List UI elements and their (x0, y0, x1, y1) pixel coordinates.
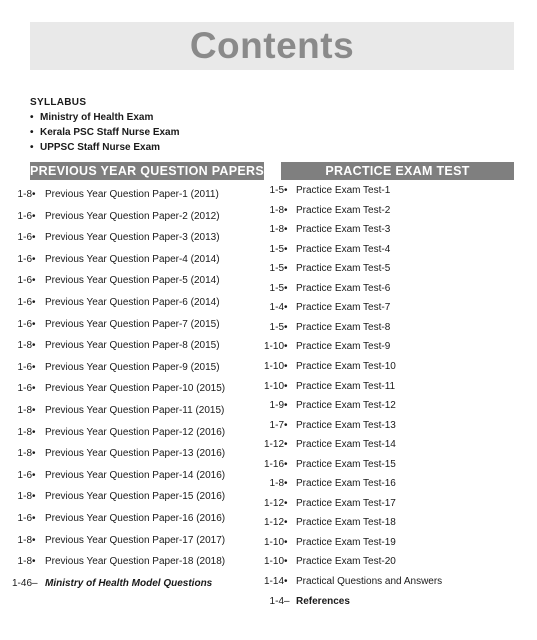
toc-entry-title: Practice Exam Test-7 (296, 302, 391, 314)
toc-entry-pages: 1-8 (17, 556, 32, 568)
toc-entry-title: Practical Questions and Answers (296, 576, 443, 587)
bullet: • (284, 263, 288, 275)
toc-entry-pages: 1-12 (263, 517, 284, 529)
toc-entry-pages: 1-6 (17, 469, 32, 481)
toc-entry-title: Previous Year Question Paper-11 (2015) (45, 405, 225, 416)
toc-entry-title: Previous Year Question Paper-15 (2016) (45, 491, 226, 503)
syllabus-item (30, 110, 180, 125)
toc-entry-pages: 1-8 (17, 491, 32, 503)
toc-entry-title: Practice Exam Test-1 (296, 185, 391, 196)
bullet: • (32, 469, 36, 481)
toc-entry-pages: 1-6 (17, 210, 32, 222)
toc-entry-title: Previous Year Question Paper-13 (2016) (45, 448, 226, 460)
bullet: • (32, 405, 36, 416)
bullet: • (32, 448, 36, 460)
toc-entry-title: Practice Exam Test-5 (296, 263, 391, 275)
toc-entry-title: Previous Year Question Paper-3 (2013) (45, 232, 220, 244)
bullet: • (284, 478, 288, 490)
toc-entry-pages: 1-10 (263, 341, 284, 353)
bullet: – (32, 577, 38, 589)
toc-entry-title: Previous Year Question Paper-18 (2018) (45, 556, 226, 568)
toc-entry-pages: 1-4 (269, 595, 284, 607)
toc-entry-title: Practice Exam Test-12 (296, 400, 396, 412)
bullet: • (32, 210, 36, 222)
toc-entry-pages: 1-7 (269, 419, 284, 431)
toc-entry-pages: 1-9 (269, 400, 284, 412)
toc-entry-pages: 1-16 (263, 458, 284, 470)
toc-entry-title: Practice Exam Test-15 (296, 458, 396, 470)
toc-entry-pages: 1-10 (263, 536, 284, 548)
syllabus-section (30, 97, 180, 155)
bullet: • (30, 112, 34, 123)
toc-entry-title: Previous Year Question Paper-12 (2016) (45, 426, 226, 438)
toc-entry-pages: 1-8 (269, 204, 284, 216)
toc-entry-pages: 1-12 (263, 497, 284, 509)
toc-entry-pages: 1-14 (263, 576, 284, 587)
toc-entry-title: References (296, 595, 350, 607)
bullet: • (32, 426, 36, 438)
contents-title-bar (30, 22, 514, 70)
bullet: • (284, 185, 288, 196)
toc-entry-title: Previous Year Question Paper-4 (2014) (45, 253, 220, 265)
bullet: • (284, 458, 288, 470)
toc-entry-pages: 1-10 (263, 556, 284, 568)
toc-entry-pages: 1-6 (17, 232, 32, 244)
bullet: • (284, 556, 288, 568)
bullet: • (32, 383, 36, 395)
toc-entry-pages: 1-8 (269, 224, 284, 236)
toc-entry-title: Practice Exam Test-16 (296, 478, 396, 490)
toc-entry-title: Practice Exam Test-3 (296, 224, 391, 236)
practice-tests-heading: PRACTICE EXAM TEST (281, 162, 514, 180)
toc-entry-pages: 1-6 (17, 361, 32, 373)
bullet: • (284, 224, 288, 236)
bullet: • (284, 341, 288, 353)
syllabus-item-label: UPPSC Staff Nurse Exam (40, 142, 161, 153)
toc-entry-pages: 1-5 (269, 263, 284, 275)
toc-entry-pages: 1-6 (17, 513, 32, 524)
toc-entry-title: Practice Exam Test-20 (296, 556, 396, 568)
bullet: • (32, 275, 36, 287)
toc-entry-title: Previous Year Question Paper-14 (2016) (45, 469, 226, 481)
toc-entry-pages: 1-12 (263, 439, 284, 451)
toc-entry-pages: 1-6 (17, 383, 32, 395)
bullet: – (284, 595, 290, 607)
bullet: • (32, 340, 36, 352)
toc-entry-title: Previous Year Question Paper-17 (2017) (45, 534, 226, 546)
toc-entry-title: Previous Year Question Paper-7 (2015) (45, 318, 220, 330)
toc-entry-title: Practice Exam Test-2 (296, 204, 391, 216)
bullet: • (32, 361, 36, 373)
bullet: • (284, 576, 288, 587)
bullet: • (32, 253, 36, 265)
toc-entry-pages: 1-8 (17, 534, 32, 546)
bullet: • (284, 360, 288, 372)
toc-entry-pages: 1-6 (17, 253, 32, 265)
toc-entry-title: Previous Year Question Paper-8 (2015) (45, 340, 220, 352)
toc-entry-title: Previous Year Question Paper-1 (2011) (45, 189, 219, 200)
toc-entry-pages: 1-5 (269, 243, 284, 255)
toc-entry-pages: 1-8 (17, 448, 32, 460)
toc-entry-title: Practice Exam Test-9 (296, 341, 391, 353)
bullet: • (284, 321, 288, 333)
toc-entry-pages: 1-8 (17, 340, 32, 352)
page-title: Contents (189, 25, 355, 66)
toc-entry-title: Practice Exam Test-17 (296, 497, 396, 509)
toc-entry-pages: 1-8 (269, 478, 284, 490)
bullet: • (30, 127, 34, 138)
toc-entry-title: Practice Exam Test-8 (296, 321, 391, 333)
toc-entry-title: Practice Exam Test-10 (296, 360, 396, 372)
bullet: • (32, 534, 36, 546)
toc-entry-pages: 1-5 (269, 185, 284, 196)
toc-entry-title: Practice Exam Test-19 (296, 536, 396, 548)
toc-entry-title: Previous Year Question Paper-2 (2012) (45, 210, 220, 222)
toc-entry-title: Practice Exam Test-13 (296, 419, 396, 431)
bullet: • (32, 556, 36, 568)
toc-entry-title: Practice Exam Test-18 (296, 517, 396, 529)
syllabus-item-label: Kerala PSC Staff Nurse Exam (40, 127, 180, 138)
toc-entry-pages: 1-10 (263, 380, 284, 392)
syllabus-item-label: Ministry of Health Exam (40, 112, 154, 123)
toc-entry-title: Ministry of Health Model Questions (45, 577, 213, 589)
toc-entry-title: Previous Year Question Paper-16 (2016) (45, 513, 226, 524)
toc-entry-pages: 1-8 (17, 426, 32, 438)
toc-entry-pages: 1-46 (11, 577, 32, 589)
toc-entry-title: Previous Year Question Paper-5 (2014) (45, 275, 220, 287)
bullet: • (284, 439, 288, 451)
bullet: • (284, 497, 288, 509)
bullet: • (32, 232, 36, 244)
bullet: • (284, 302, 288, 314)
toc-entry-pages: 1-5 (269, 321, 284, 333)
toc-entry-title: Practice Exam Test-11 (296, 380, 396, 392)
bullet: • (284, 536, 288, 548)
previous-papers-heading: PREVIOUS YEAR QUESTION PAPERS (30, 164, 264, 178)
toc-entry-title: Practice Exam Test-14 (296, 439, 396, 451)
toc-entry-title: Practice Exam Test-6 (296, 282, 391, 294)
bullet: • (284, 400, 288, 412)
bullet: • (32, 318, 36, 330)
toc-entry-title: Practice Exam Test-4 (296, 243, 391, 255)
toc-entry-title: Previous Year Question Paper-6 (2014) (45, 297, 220, 308)
bullet: • (30, 142, 34, 153)
toc-entry-pages: 1-6 (17, 297, 32, 308)
syllabus-heading: SYLLABUS (30, 97, 87, 108)
toc-entry-title: Previous Year Question Paper-9 (2015) (45, 361, 220, 373)
bullet: • (32, 491, 36, 503)
toc-entry-pages: 1-6 (17, 318, 32, 330)
toc-entry-pages: 1-4 (269, 302, 284, 314)
bullet: • (284, 204, 288, 216)
bullet: • (284, 243, 288, 255)
bullet: • (32, 513, 36, 524)
bullet: • (284, 380, 288, 392)
bullet: • (284, 282, 288, 294)
toc-entry-title: Previous Year Question Paper-10 (2015) (45, 383, 226, 395)
bullet: • (284, 419, 288, 431)
bullet: • (32, 189, 36, 200)
syllabus-item (30, 140, 180, 155)
toc-entry-pages: 1-8 (17, 405, 32, 416)
bullet: • (284, 517, 288, 529)
toc-entry-pages: 1-6 (17, 275, 32, 287)
bullet: • (32, 297, 36, 308)
toc-entry-pages: 1-10 (263, 360, 284, 372)
toc-entry-pages: 1-8 (17, 189, 32, 200)
syllabus-item (30, 125, 180, 140)
toc-entry-pages: 1-5 (269, 282, 284, 294)
